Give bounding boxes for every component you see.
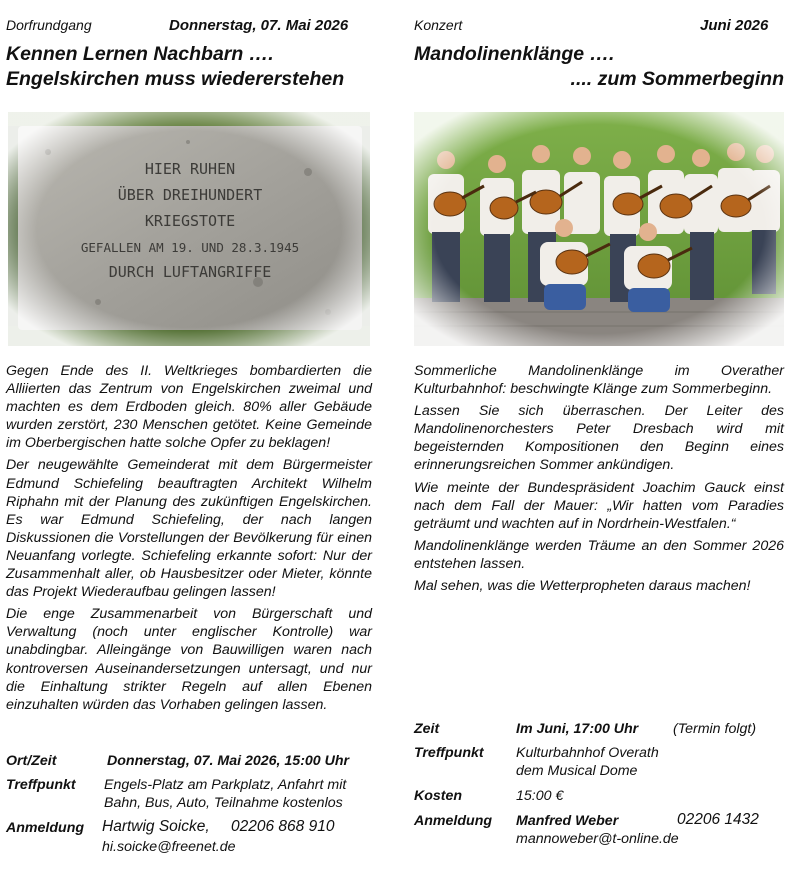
left-anmeldung-label: Anmeldung bbox=[6, 820, 85, 836]
memorial-stone-photo bbox=[8, 112, 370, 346]
orchestra-photo bbox=[414, 112, 784, 346]
left-date: Donnerstag, 07. Mai 2026 bbox=[169, 17, 349, 34]
left-paragraph-1: Gegen Ende des II. Weltkrieges bombardierten die Alliierten das Zentrum von Engelskirchen zweimal und machten es dem Erdboden gleich. 80% aller Gebäude wurden zerstört, 230 Menschen getötet. Keine Gemeinde im Oberbergischen hatte solche Opfer zu beklagen! bbox=[6, 363, 372, 452]
left-treffpunkt-line1: Engels-Platz am Parkplatz, Anfahrt mit bbox=[104, 777, 347, 793]
left-paragraph-2: Der neugewählte Gemeinderat mit dem Bürgermeister Edmund Schiefeling beauftragten Architekt Wilhelm Riphahn mit der Planung des zukünftigen Engelskirchen. Es war Edmund Schiefeling, der nach langen Diskussionen die Vorstellungen der Bevölkerung für einen Neuanfang vorlegte. Schiefeling erkannte sofort: Nur der Zusammenhalt aller, ob Hausbesitzer oder Mieter, könnte das Projekt Wiederaufbau gelingen lassen! bbox=[6, 457, 372, 601]
right-body bbox=[414, 362, 784, 599]
right-headline-line1: Mandolinenklänge …. bbox=[414, 43, 615, 65]
right-anmeldung-label: Anmeldung bbox=[414, 813, 493, 829]
left-treffpunkt-label: Treffpunkt bbox=[6, 777, 76, 793]
left-ortzeit-label: Ort/Zeit bbox=[6, 753, 57, 769]
right-date: Juni 2026 bbox=[700, 17, 769, 34]
left-anmeldung-email[interactable]: hi.soicke@freenet.de bbox=[102, 839, 236, 855]
left-anmeldung-name: Hartwig Soicke, bbox=[102, 818, 210, 835]
left-category: Dorfrundgang bbox=[6, 17, 92, 33]
right-headline-line2: .... zum Sommerbeginn bbox=[570, 68, 784, 90]
left-body bbox=[6, 362, 372, 718]
left-treffpunkt-line2: Bahn, Bus, Auto, Teilnahme kostenlos bbox=[104, 795, 343, 811]
right-paragraph-4: Mandolinenklänge werden Träume an den Sommer 2026 entstehen lassen. bbox=[414, 537, 784, 572]
right-headline bbox=[414, 42, 784, 92]
right-info-block bbox=[414, 720, 786, 850]
right-zeit-value: Im Juni, 17:00 Uhr bbox=[516, 721, 639, 737]
right-paragraph-5: Mal sehen, was die Wetterpropheten daraus machen! bbox=[414, 578, 751, 595]
right-anmeldung-phone: 02206 1432 bbox=[677, 811, 759, 828]
right-paragraph-1: Sommerliche Mandolinenklänge im Overather Kulturbahnhof: beschwingte Klänge zum Sommerbeginn. bbox=[414, 363, 784, 398]
right-kosten-value: 15:00 € bbox=[516, 788, 564, 804]
right-paragraph-2: Lassen Sie sich überraschen. Der Leiter des Mandolinenorchesters Peter Dresbach wird mit begeisternden Kompositionen den Beginn eines erinnerungsreichen Sommer ankündigen. bbox=[414, 403, 784, 474]
left-headline-line2: Engelskirchen muss wiedererstehen bbox=[6, 68, 345, 90]
right-treffpunkt-line2: dem Musical Dome bbox=[516, 763, 638, 779]
right-treffpunkt-line1: Kulturbahnhof Overath bbox=[516, 745, 659, 761]
right-zeit-label: Zeit bbox=[414, 721, 440, 737]
right-zeit-note: (Termin folgt) bbox=[673, 721, 757, 737]
right-anmeldung-name: Manfred Weber bbox=[516, 813, 619, 829]
right-kosten-label: Kosten bbox=[414, 788, 463, 804]
left-anmeldung-phone: 02206 868 910 bbox=[231, 818, 335, 835]
left-paragraph-3: Die enge Zusammenarbeit von Bürgerschaft und Verwaltung (noch unter englischer Kontrolle) war unabdingbar. Alleingänge von Bauwilligen waren nach kontroversen Auseinandersetzungen untersagt, und nur die Einhaltung strikter Regeln auf allen Ebenen einzuhalten würden das Vorhaben gelingen lassen. bbox=[6, 606, 372, 713]
left-headline-line1: Kennen Lernen Nachbarn …. bbox=[6, 43, 274, 65]
right-treffpunkt-label: Treffpunkt bbox=[414, 745, 484, 761]
left-headline bbox=[6, 42, 344, 92]
right-category: Konzert bbox=[414, 17, 463, 33]
left-ortzeit-value: Donnerstag, 07. Mai 2026, 15:00 Uhr bbox=[107, 753, 350, 769]
right-paragraph-3: Wie meinte der Bundespräsident Joachim Gauck einst nach dem Fall der Mauer: „Wir hatten vom Paradies geträumt und wachten auf in Nordrhein-Westfalen.“ bbox=[414, 479, 784, 532]
right-anmeldung-email[interactable]: mannoweber@t-online.de bbox=[516, 831, 679, 847]
left-info-block bbox=[6, 752, 374, 862]
